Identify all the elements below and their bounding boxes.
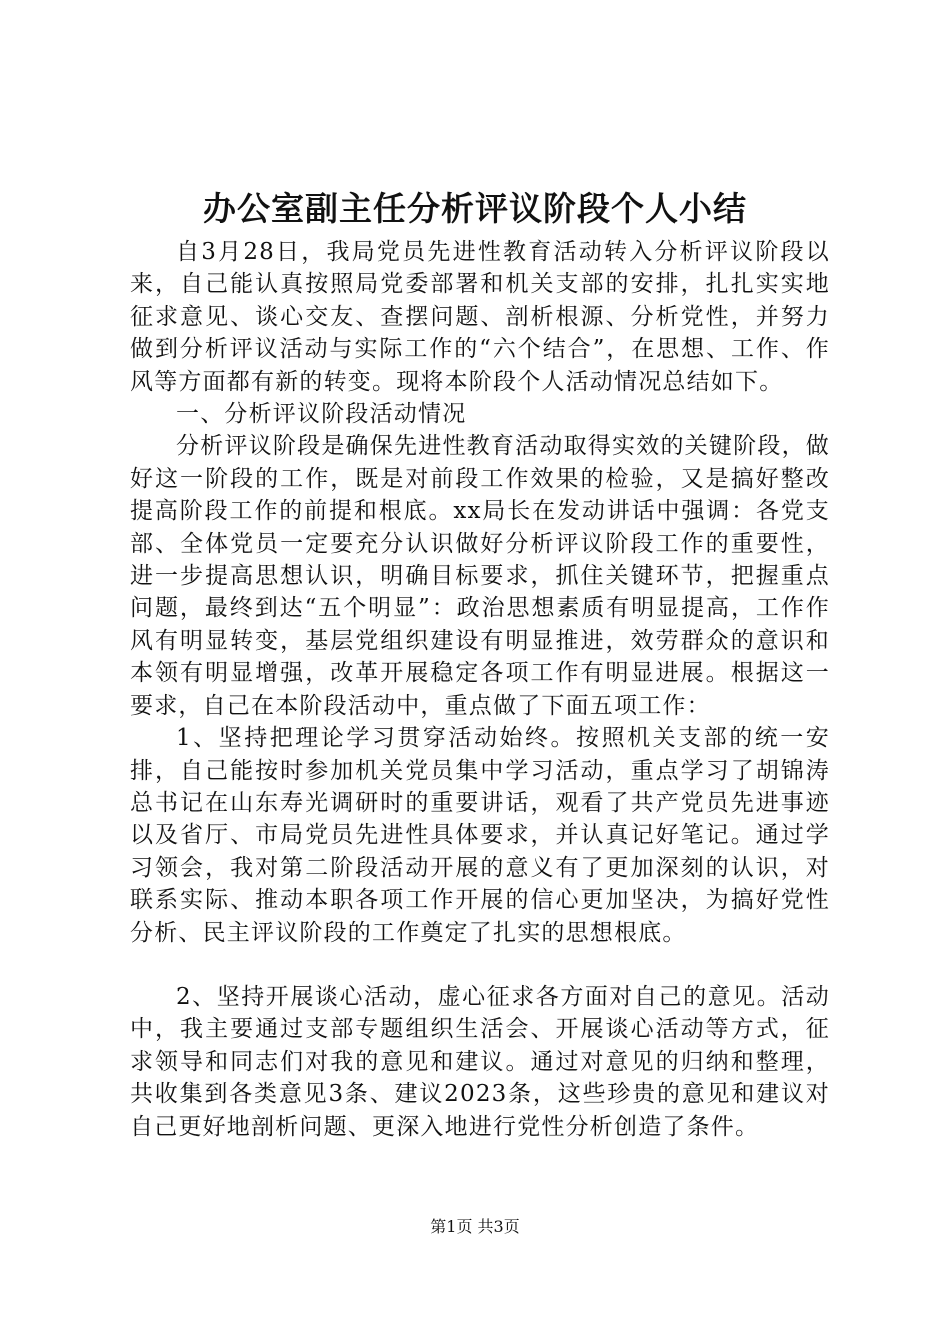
section-heading: 一、分析评议阶段活动情况 bbox=[176, 401, 467, 428]
intro-paragraph: 自3月28日，我局党员先进性教育活动转入分析评议阶段以来，自己能认真按照局党委部署和机关支部的安排，扎扎实实地征求意见、谈心交友、查摆问题、剖析根源、分析党性，并努力做到分析评议活动与实际工作的“六个结合”，在思想、工作、作风等方面都有新的转变。现将本阶段个人活动情况总结如下。 bbox=[130, 239, 830, 395]
item-paragraph-2: 2、坚持开展谈心活动，虚心征求各方面对自己的意见。活动中，我主要通过支部专题组织生活会、开展谈心活动等方式，征求领导和同志们对我的意见和建议。通过对意见的归纳和整理，共收集到各类意见3条、建议2023条，这些珍贵的意见和建议对自己更好地剖析问题、更深入地进行党性分析创造了条件。 bbox=[130, 983, 830, 1140]
body-paragraph: 分析评议阶段是确保先进性教育活动取得实效的关键阶段，做好这一阶段的工作，既是对前段工作效果的检验，又是搞好整改提高阶段工作的前提和根底。xx局长在发动讲话中强调：各党支部、全体党员一定要充分认识做好分析评议阶段工作的重要性，进一步提高思想认识，明确目标要求，抓住关键环节，把握重点问题，最终到达“五个明显”：政治思想素质有明显提高，工作作风有明显转变，基层党组织建设有明显推进，效劳群众的意识和本领有明显增强，改革开展稳定各项工作有明显进展。根据这一要求，自己在本阶段活动中，重点做了下面五项工作： bbox=[130, 433, 830, 719]
document-body bbox=[130, 236, 830, 1143]
document-title: 办公室副主任分析评议阶段个人小结 bbox=[203, 189, 747, 228]
page-number: 第1页 共3页 bbox=[430, 1217, 520, 1236]
item-paragraph-1: 1、坚持把理论学习贯穿活动始终。按照机关支部的统一安排，自己能按时参加机关党员集中学习活动，重点学习了胡锦涛总书记在山东寿光调研时的重要讲话，观看了共产党员先进事迹以及省厅、市局党员先进性具体要求，并认真记好笔记。通过学习领会，我对第二阶段活动开展的意义有了更加深刻的认识，对联系实际、推动本职各项工作开展的信心更加坚决，为搞好党性分析、民主评议阶段的工作奠定了扎实的思想根底。 bbox=[130, 725, 830, 946]
